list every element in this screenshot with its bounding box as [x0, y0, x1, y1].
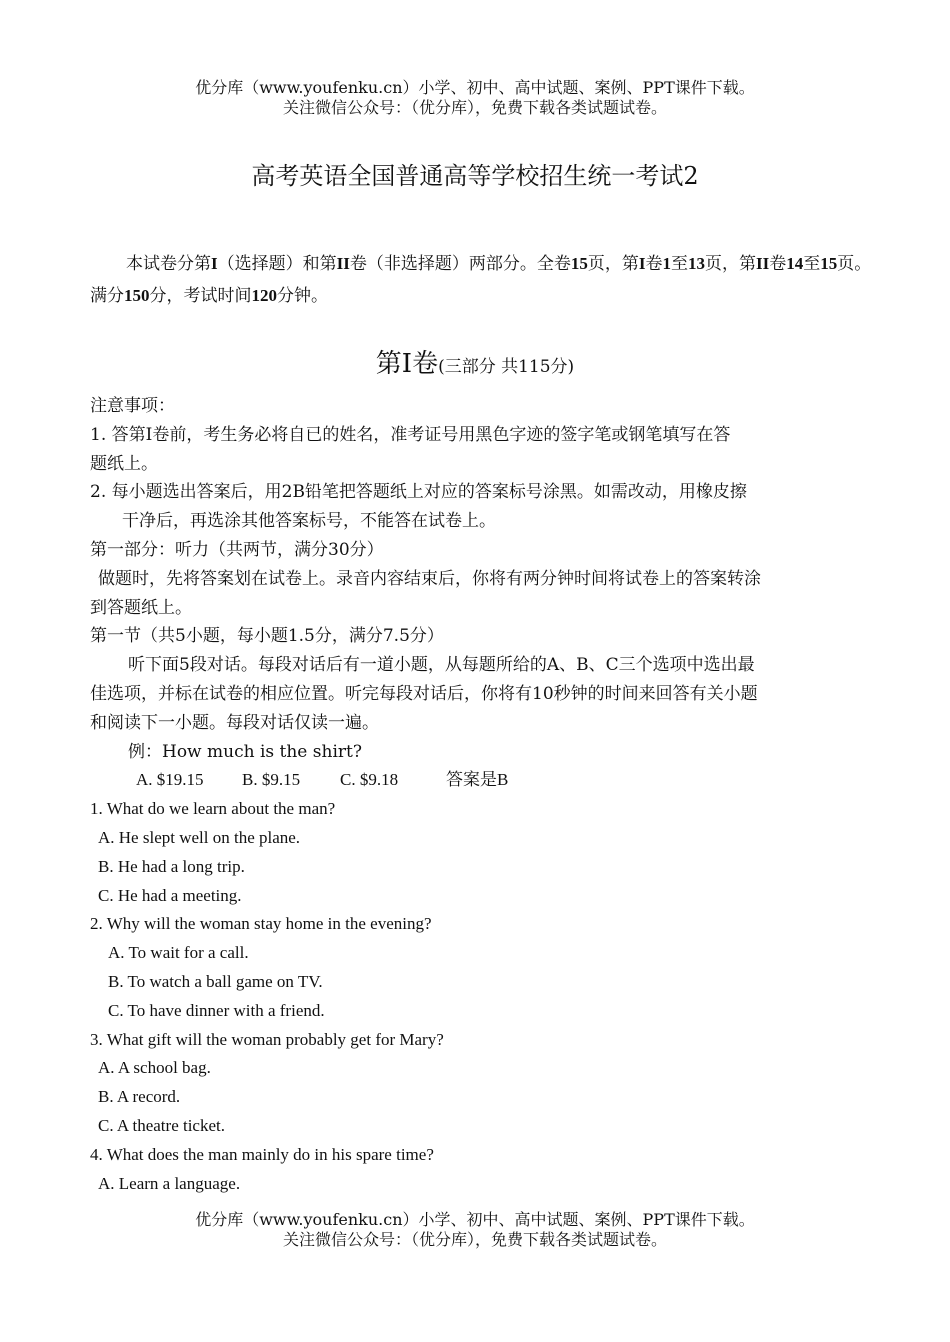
intro-text: 页，第 [587, 254, 639, 274]
intro-text: 页。满分 [90, 254, 872, 306]
question-2-option-b: B. To watch a ball game on TV. [108, 971, 323, 991]
page-footer [0, 1210, 950, 1250]
intro-bold: 15 [570, 254, 588, 273]
exam-body [90, 392, 880, 1198]
footer-line-2: 关注微信公众号：（优分库），免费下载各类试题试卷。 [282, 1230, 667, 1249]
section1-instruction-line-2: 佳选项，并标在试卷的相应位置。听完每段对话后，你将有10秒钟的时间来回答有关小题 [90, 683, 758, 704]
section1-instruction-line-1: 听下面5段对话。每段对话后有一道小题，从每题所给的A、B、C三个选项中选出最 [128, 655, 755, 676]
question-1-option-b: B. He had a long trip. [98, 856, 245, 876]
section1-instruction-line-3: 和阅读下一小题。每段对话仅读一遍。 [90, 712, 379, 733]
question-2-option-c: C. To have dinner with a friend. [108, 1000, 325, 1020]
part1-instruction-line-1: 做题时，先将答案划在试卷上。录音内容结束后，你将有两分钟时间将试卷上的答案转涂 [98, 568, 761, 589]
example-answer: 答案是B [446, 770, 509, 790]
note-item-1-line-2: 题纸上。 [90, 453, 158, 474]
question-2-option-a: A. To wait for a call. [108, 943, 249, 963]
example-option-a: A. $19.15 [136, 770, 204, 790]
header-line-1: 优分库（www.youfenku.cn）小学、初中、高中试题、案例、PPT课件下载。 [195, 78, 755, 97]
intro-text: 卷 [645, 254, 663, 274]
intro-paragraph [90, 248, 880, 312]
question-3-option-c: C. A theatre ticket. [98, 1115, 225, 1135]
intro-bold: II [336, 254, 350, 273]
section-title-sub: (三部分 共115分) [438, 357, 575, 377]
question-3-option-b: B. A record. [98, 1087, 181, 1107]
question-1-option-c: C. He had a meeting. [98, 885, 242, 905]
intro-bold: 15 [820, 254, 838, 273]
example-question: 例：How much is the shirt? [128, 741, 362, 762]
intro-bold: 1 [662, 254, 671, 273]
note-item-2-line-2: 干净后，再选涂其他答案标号，不能答在试卷上。 [122, 511, 496, 532]
question-1: 1. What do we learn about the man? [90, 799, 336, 819]
question-4: 4. What does the man mainly do in his spare time? [90, 1144, 434, 1164]
header-line-2: 关注微信公众号：（优分库），免费下载各类试题试卷。 [282, 98, 667, 117]
intro-text: （选择题）和第 [217, 254, 337, 274]
part1-heading: 第一部分：听力（共两节，满分30分） [90, 539, 384, 560]
note-item-2-line-1: 2. 每小题选出答案后，用2B铅笔把答题纸上对应的答案标号涂黑。如需改动，用橡皮擦 [90, 482, 747, 503]
intro-text: 页，第 [704, 254, 756, 274]
example-option-b: B. $9.15 [242, 770, 301, 790]
example-option-c: C. $9.18 [340, 770, 399, 790]
intro-text: 卷 [769, 254, 787, 274]
question-1-option-a: A. He slept well on the plane. [98, 827, 301, 847]
intro-text: 分钟。 [277, 286, 328, 306]
intro-bold: 14 [786, 254, 804, 273]
part1-instruction-line-2: 到答题纸上。 [90, 597, 192, 618]
intro-bold: I [638, 254, 646, 273]
intro-bold: 13 [687, 254, 705, 273]
note-item-1-line-1: 1. 答第I卷前，考生务必将自已的姓名，准考证号用黑色字迹的签字笔或钢笔填写在答 [90, 424, 731, 445]
intro-text: 至 [803, 254, 821, 274]
section-title [0, 346, 950, 385]
page-header [0, 78, 950, 118]
intro-text: 分，考试时间 [149, 286, 252, 306]
question-3-option-a: A. A school bag. [98, 1058, 211, 1078]
intro-text: 本试卷分第 [126, 254, 211, 274]
intro-bold: I [211, 254, 218, 273]
intro-text: 至 [670, 254, 688, 274]
intro-bold: II [755, 254, 770, 273]
page-title: 高考英语全国普通高等学校招生统一考试2 [251, 162, 699, 190]
section1-heading: 第一节（共5小题，每小题1.5分，满分7.5分） [90, 626, 444, 647]
footer-line-1: 优分库（www.youfenku.cn）小学、初中、高中试题、案例、PPT课件下载。 [195, 1210, 755, 1229]
notes-heading: 注意事项： [90, 396, 175, 416]
intro-bold: 120 [251, 286, 277, 305]
question-4-option-a: A. Learn a language. [98, 1173, 241, 1193]
section-title-main: 第I卷 [375, 349, 439, 379]
intro-text: 卷（非选择题）两部分。全卷 [349, 254, 571, 274]
question-3: 3. What gift will the woman probably get for Mary? [90, 1029, 444, 1049]
intro-bold: 150 [124, 286, 150, 305]
example-options [90, 766, 880, 795]
question-2: 2. Why will the woman stay home in the evening? [90, 914, 432, 934]
